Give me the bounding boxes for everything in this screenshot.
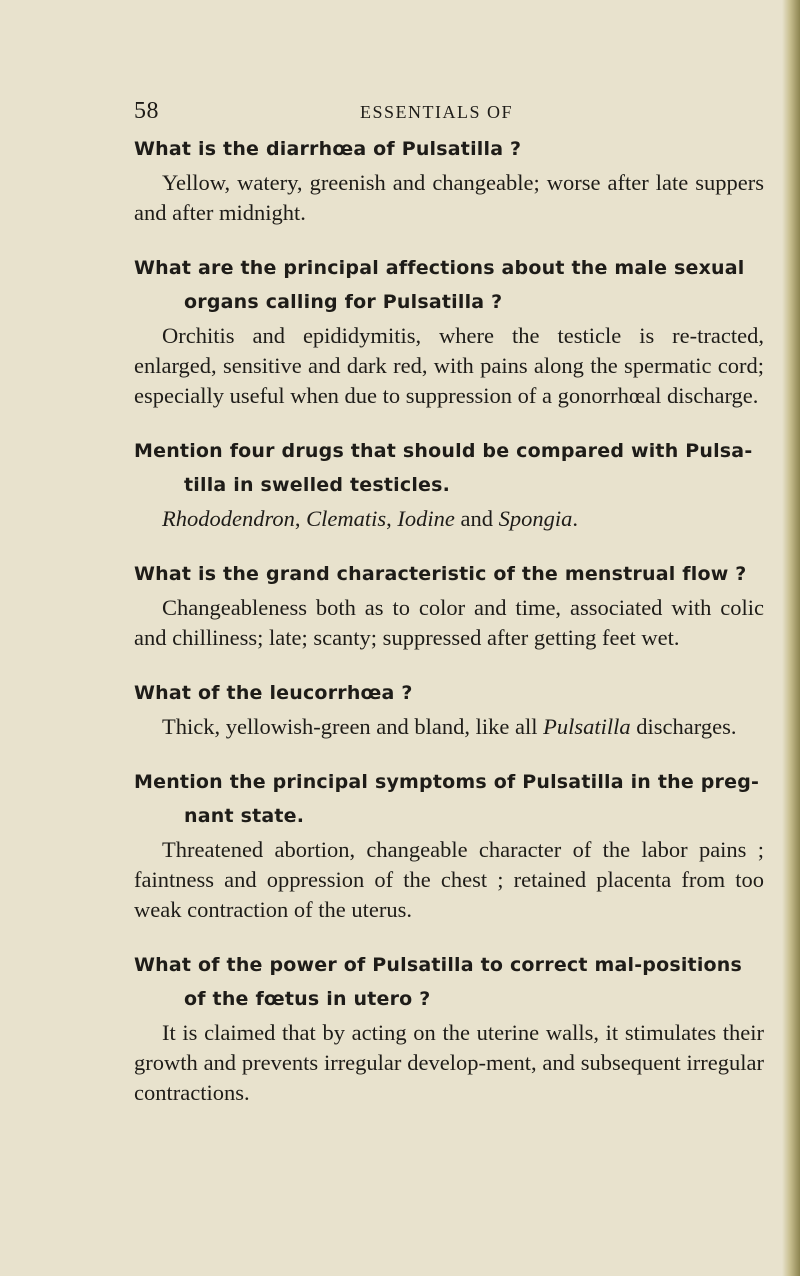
question-foetus-positions: What of the power of Pulsatilla to correct mal-positions of the fœtus in utero ?	[134, 954, 743, 1010]
answer-pregnant-state: Threatened abortion, changeable character of the labor pains ; faintness and oppression of the chest ; retained placenta from too weak contraction of the uterus.	[134, 837, 764, 922]
question-compare-drugs: Mention four drugs that should be compared with Pulsa-tilla in swelled testicles.	[134, 440, 753, 496]
page-number: 58	[134, 98, 159, 124]
answer-male-sexual-organs: Orchitis and epididymitis, where the testicle is re-tracted, enlarged, sensitive and dark red, with pains along the spermatic cord; especially useful when due to suppression of a gonorrhœal discharge.	[134, 323, 764, 408]
separator: ,	[386, 506, 398, 531]
drug-name: Iodine	[397, 506, 455, 531]
qa-entry	[134, 132, 764, 228]
terminal-period: .	[572, 506, 579, 531]
remedy-name: Pulsatilla	[543, 714, 631, 739]
qa-entry	[134, 676, 764, 742]
qa-entry	[134, 948, 764, 1108]
question-leucorrhoea: What of the leucorrhœa ?	[134, 682, 413, 704]
qa-entry	[134, 765, 764, 925]
qa-entry	[134, 251, 764, 411]
drug-name: Spongia	[498, 506, 573, 531]
page-content	[134, 132, 764, 1131]
qa-entry	[134, 557, 764, 653]
answer-compare-drugs	[134, 504, 764, 534]
running-head	[0, 98, 800, 128]
question-pregnant-state: Mention the principal symptoms of Pulsatilla in the preg-nant state.	[134, 771, 760, 827]
qa-entry	[134, 434, 764, 534]
answer-foetus-positions: It is claimed that by acting on the uterine walls, it stimulates their growth and prevents irregular develop-ment, and subsequent irregular contractions.	[134, 1020, 764, 1105]
page-edge-shadow	[782, 0, 800, 1276]
answer-text: Thick, yellowish-green and bland, like all	[162, 714, 544, 739]
answer-leucorrhoea	[134, 712, 764, 742]
question-male-sexual-organs: What are the principal affections about the male sexual organs calling for Pulsatilla ?	[134, 257, 745, 313]
separator: ,	[294, 506, 307, 531]
separator: and	[454, 506, 499, 531]
running-head-title: ESSENTIALS OF	[360, 102, 514, 122]
answer-diarrhoea: Yellow, watery, greenish and changeable; worse after late suppers and after midnight.	[134, 170, 764, 225]
drug-name: Clematis	[306, 506, 387, 531]
answer-text: discharges.	[630, 714, 737, 739]
drug-name: Rhododendron	[162, 506, 295, 531]
question-menstrual-flow: What is the grand characteristic of the menstrual flow ?	[134, 563, 747, 585]
question-diarrhoea: What is the diarrhœa of Pulsatilla ?	[134, 138, 522, 160]
answer-menstrual-flow: Changeableness both as to color and time, associated with colic and chilliness; late; scanty; suppressed after getting feet wet.	[134, 595, 764, 650]
